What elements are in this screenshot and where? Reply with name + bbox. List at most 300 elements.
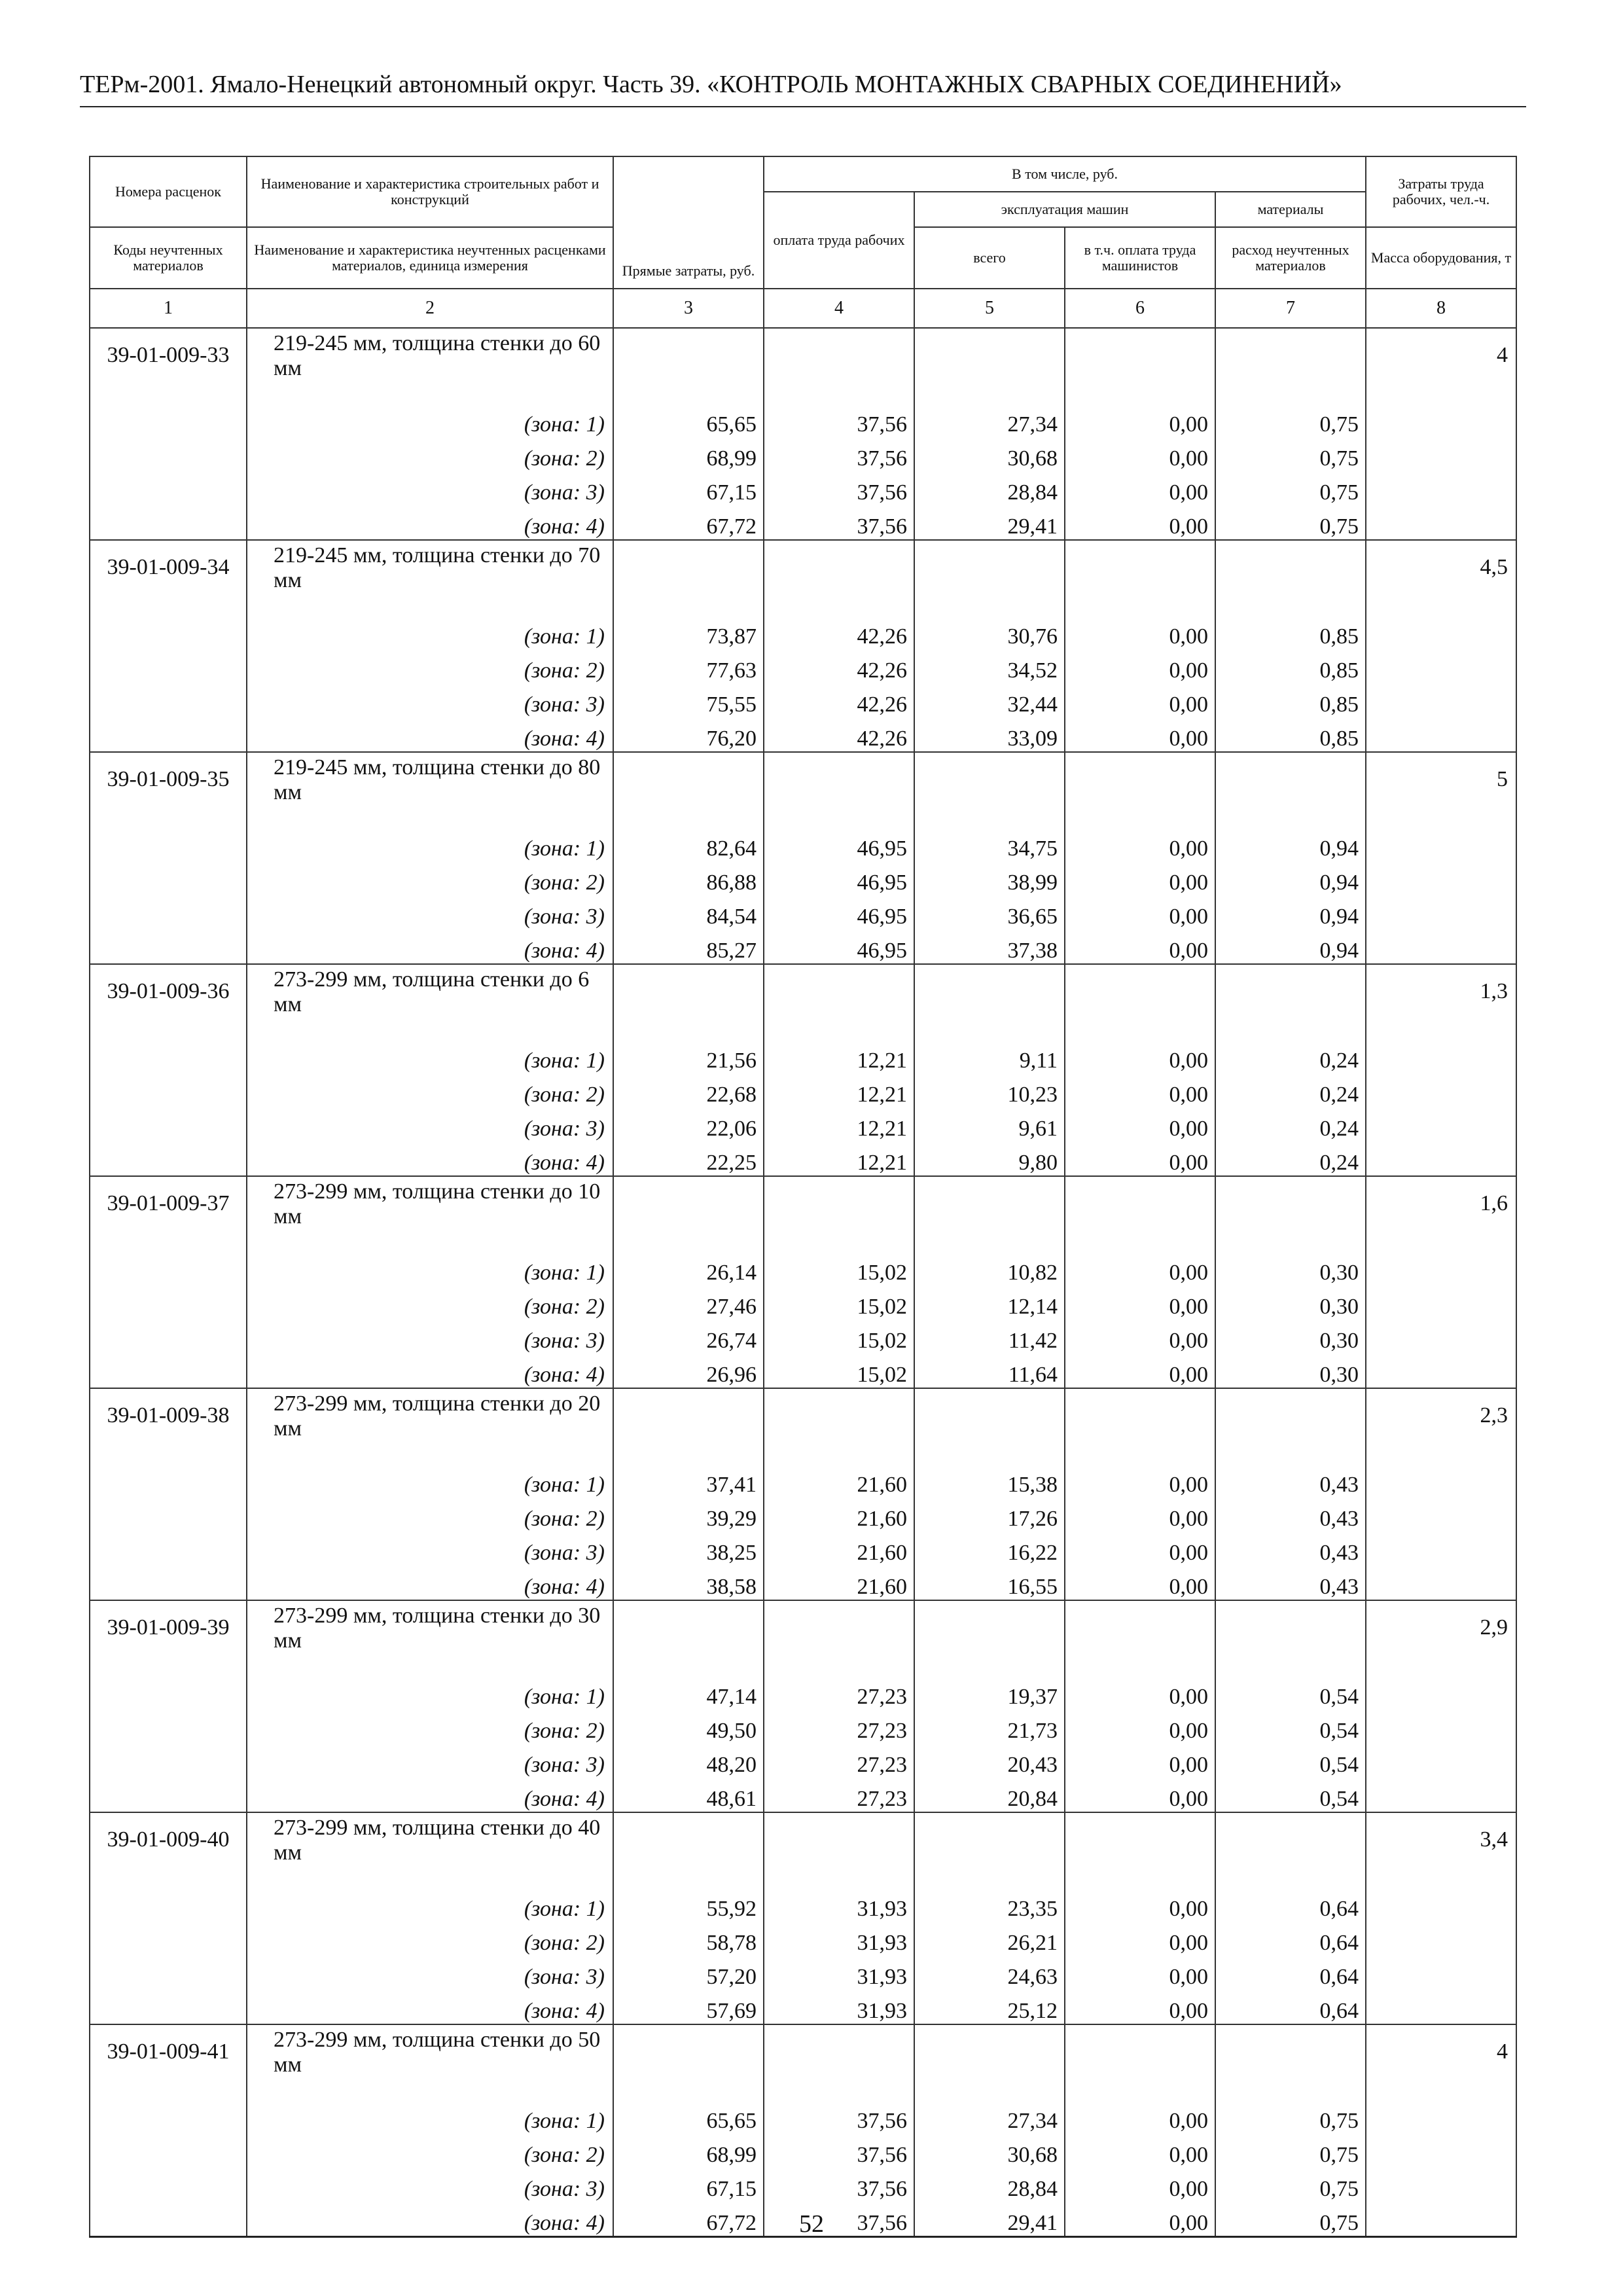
empty-cell	[1366, 1532, 1516, 1566]
zone-label: (зона: 4)	[247, 1566, 613, 1600]
empty-cell	[1366, 403, 1516, 437]
work-description: 273-299 мм, толщина стенки до 30 мм	[247, 1600, 613, 1676]
empty-cell	[1366, 1251, 1516, 1285]
zone-row	[90, 1141, 1516, 1176]
labor-pay-cell: 46,95	[764, 929, 914, 964]
direct-cost-cell: 21,56	[613, 1039, 764, 1073]
direct-cost-cell: 37,41	[613, 1463, 764, 1498]
machines-total-cell: 24,63	[914, 1956, 1065, 1990]
empty-cell	[1065, 2024, 1215, 2100]
direct-cost-cell: 49,50	[613, 1710, 764, 1744]
zone-row	[90, 1778, 1516, 1812]
empty-cell	[914, 1812, 1065, 1888]
empty-cell	[90, 1498, 247, 1532]
col-header-material-codes: Коды неучтенных материалов	[90, 227, 247, 289]
direct-cost-cell: 48,20	[613, 1744, 764, 1778]
col-header-direct: Прямые затраты, руб.	[613, 156, 764, 289]
zone-row	[90, 1354, 1516, 1388]
direct-cost-cell: 67,15	[613, 2168, 764, 2202]
machines-total-cell: 34,52	[914, 649, 1065, 683]
empty-cell	[1366, 1354, 1516, 1388]
empty-cell	[764, 1176, 914, 1251]
materials-cell: 0,75	[1215, 2202, 1366, 2237]
machines-total-cell: 16,55	[914, 1566, 1065, 1600]
zone-label: (зона: 3)	[247, 1107, 613, 1141]
zone-label: (зона: 2)	[247, 437, 613, 471]
empty-cell	[1366, 1744, 1516, 1778]
labor-pay-cell: 27,23	[764, 1676, 914, 1710]
empty-cell	[90, 2100, 247, 2134]
col-header-materials: материалы	[1215, 192, 1366, 227]
empty-cell	[1215, 2024, 1366, 2100]
empty-cell	[90, 1073, 247, 1107]
empty-cell	[90, 471, 247, 505]
materials-cell: 0,64	[1215, 1888, 1366, 1922]
machines-total-cell: 12,14	[914, 1285, 1065, 1319]
direct-cost-cell: 76,20	[613, 717, 764, 752]
zone-label: (зона: 3)	[247, 1532, 613, 1566]
empty-cell	[90, 929, 247, 964]
zone-label: (зона: 1)	[247, 2100, 613, 2134]
materials-cell: 0,30	[1215, 1354, 1366, 1388]
zone-row	[90, 1463, 1516, 1498]
col-header-machines: эксплуатация машин	[914, 192, 1215, 227]
operators-pay-cell: 0,00	[1065, 1285, 1215, 1319]
materials-cell: 0,85	[1215, 615, 1366, 649]
operators-pay-cell: 0,00	[1065, 1463, 1215, 1498]
zone-row	[90, 1532, 1516, 1566]
machines-total-cell: 30,76	[914, 615, 1065, 649]
materials-cell: 0,75	[1215, 2100, 1366, 2134]
machines-total-cell: 9,61	[914, 1107, 1065, 1141]
machines-total-cell: 21,73	[914, 1710, 1065, 1744]
materials-cell: 0,94	[1215, 895, 1366, 929]
labor-pay-cell: 21,60	[764, 1463, 914, 1498]
col-number: 5	[914, 289, 1065, 328]
machines-total-cell: 20,43	[914, 1744, 1065, 1778]
zone-row	[90, 1922, 1516, 1956]
col-number: 8	[1366, 289, 1516, 328]
direct-cost-cell: 75,55	[613, 683, 764, 717]
zone-label: (зона: 2)	[247, 1498, 613, 1532]
operators-pay-cell: 0,00	[1065, 1566, 1215, 1600]
machines-total-cell: 25,12	[914, 1990, 1065, 2024]
empty-cell	[764, 540, 914, 615]
empty-cell	[914, 1388, 1065, 1463]
materials-cell: 0,85	[1215, 649, 1366, 683]
zone-label: (зона: 1)	[247, 403, 613, 437]
col-header-equipment-mass: Масса оборудования, т	[1366, 227, 1516, 289]
empty-cell	[1366, 895, 1516, 929]
operators-pay-cell: 0,00	[1065, 437, 1215, 471]
operators-pay-cell: 0,00	[1065, 1073, 1215, 1107]
empty-cell	[1366, 2134, 1516, 2168]
equipment-mass: 1,6	[1366, 1176, 1516, 1251]
labor-pay-cell: 42,26	[764, 683, 914, 717]
direct-cost-cell: 55,92	[613, 1888, 764, 1922]
operators-pay-cell: 0,00	[1065, 1251, 1215, 1285]
zone-label: (зона: 3)	[247, 683, 613, 717]
equipment-mass: 5	[1366, 752, 1516, 827]
empty-cell	[1366, 1956, 1516, 1990]
empty-cell	[613, 964, 764, 1039]
operators-pay-cell: 0,00	[1065, 895, 1215, 929]
materials-cell: 0,54	[1215, 1744, 1366, 1778]
empty-cell	[1366, 1710, 1516, 1744]
machines-total-cell: 28,84	[914, 2168, 1065, 2202]
operators-pay-cell: 0,00	[1065, 1107, 1215, 1141]
col-header-including: В том числе, руб.	[764, 156, 1366, 192]
operators-pay-cell: 0,00	[1065, 1319, 1215, 1354]
header-divider	[80, 106, 1526, 107]
equipment-mass: 2,3	[1366, 1388, 1516, 1463]
zone-label: (зона: 2)	[247, 1922, 613, 1956]
zone-row	[90, 1251, 1516, 1285]
empty-cell	[1366, 827, 1516, 861]
zone-label: (зона: 4)	[247, 717, 613, 752]
zone-label: (зона: 1)	[247, 827, 613, 861]
machines-total-cell: 29,41	[914, 2202, 1065, 2237]
empty-cell	[1366, 615, 1516, 649]
empty-cell	[613, 328, 764, 403]
col-header-operators-pay: в т.ч. оплата труда машинистов	[1065, 227, 1215, 289]
labor-pay-cell: 12,21	[764, 1141, 914, 1176]
materials-cell: 0,64	[1215, 1990, 1366, 2024]
machines-total-cell: 11,64	[914, 1354, 1065, 1388]
empty-cell	[90, 1956, 247, 1990]
work-description: 273-299 мм, толщина стенки до 50 мм	[247, 2024, 613, 2100]
rate-header-row	[90, 540, 1516, 615]
col-number: 1	[90, 289, 247, 328]
direct-cost-cell: 27,46	[613, 1285, 764, 1319]
empty-cell	[914, 1600, 1065, 1676]
work-description: 273-299 мм, толщина стенки до 20 мм	[247, 1388, 613, 1463]
empty-cell	[90, 2168, 247, 2202]
labor-pay-cell: 27,23	[764, 1744, 914, 1778]
direct-cost-cell: 38,58	[613, 1566, 764, 1600]
materials-cell: 0,30	[1215, 1251, 1366, 1285]
labor-pay-cell: 31,93	[764, 1888, 914, 1922]
machines-total-cell: 29,41	[914, 505, 1065, 540]
work-description: 273-299 мм, толщина стенки до 40 мм	[247, 1812, 613, 1888]
rate-code: 39-01-009-38	[90, 1388, 247, 1463]
empty-cell	[1215, 1388, 1366, 1463]
operators-pay-cell: 0,00	[1065, 1676, 1215, 1710]
empty-cell	[90, 1463, 247, 1498]
zone-label: (зона: 4)	[247, 1141, 613, 1176]
empty-cell	[90, 1990, 247, 2024]
col-number: 4	[764, 289, 914, 328]
rate-code: 39-01-009-41	[90, 2024, 247, 2100]
labor-pay-cell: 42,26	[764, 649, 914, 683]
empty-cell	[90, 1039, 247, 1073]
machines-total-cell: 20,84	[914, 1778, 1065, 1812]
machines-total-cell: 30,68	[914, 437, 1065, 471]
operators-pay-cell: 0,00	[1065, 1956, 1215, 1990]
zone-label: (зона: 3)	[247, 1744, 613, 1778]
zone-row	[90, 895, 1516, 929]
direct-cost-cell: 58,78	[613, 1922, 764, 1956]
operators-pay-cell: 0,00	[1065, 2100, 1215, 2134]
empty-cell	[1366, 1039, 1516, 1073]
operators-pay-cell: 0,00	[1065, 1922, 1215, 1956]
empty-cell	[1065, 540, 1215, 615]
zone-row	[90, 2100, 1516, 2134]
machines-total-cell: 26,21	[914, 1922, 1065, 1956]
labor-pay-cell: 12,21	[764, 1073, 914, 1107]
labor-pay-cell: 15,02	[764, 1285, 914, 1319]
empty-cell	[90, 1566, 247, 1600]
materials-cell: 0,24	[1215, 1141, 1366, 1176]
zone-row	[90, 827, 1516, 861]
machines-total-cell: 11,42	[914, 1319, 1065, 1354]
machines-total-cell: 9,11	[914, 1039, 1065, 1073]
labor-pay-cell: 27,23	[764, 1778, 914, 1812]
empty-cell	[1065, 1600, 1215, 1676]
direct-cost-cell: 85,27	[613, 929, 764, 964]
empty-cell	[1366, 1498, 1516, 1532]
table-body	[90, 328, 1516, 2237]
empty-cell	[764, 2024, 914, 2100]
work-description: 219-245 мм, толщина стенки до 70 мм	[247, 540, 613, 615]
direct-cost-cell: 84,54	[613, 895, 764, 929]
materials-cell: 0,64	[1215, 1956, 1366, 1990]
direct-cost-cell: 22,06	[613, 1107, 764, 1141]
labor-pay-cell: 37,56	[764, 505, 914, 540]
empty-cell	[1215, 1176, 1366, 1251]
zone-row	[90, 1319, 1516, 1354]
labor-pay-cell: 37,56	[764, 2134, 914, 2168]
direct-cost-cell: 65,65	[613, 2100, 764, 2134]
empty-cell	[613, 540, 764, 615]
empty-cell	[1366, 2100, 1516, 2134]
empty-cell	[90, 649, 247, 683]
direct-cost-cell: 65,65	[613, 403, 764, 437]
zone-row	[90, 403, 1516, 437]
direct-cost-cell: 67,72	[613, 2202, 764, 2237]
operators-pay-cell: 0,00	[1065, 1888, 1215, 1922]
zone-row	[90, 929, 1516, 964]
machines-total-cell: 19,37	[914, 1676, 1065, 1710]
machines-total-cell: 9,80	[914, 1141, 1065, 1176]
zone-label: (зона: 3)	[247, 895, 613, 929]
empty-cell	[1366, 1073, 1516, 1107]
empty-cell	[90, 615, 247, 649]
document-header: ТЕРм-2001. Ямало-Ненецкий автономный округ. Часть 39. «КОНТРОЛЬ МОНТАЖНЫХ СВАРНЫХ СОЕДИНЕНИЙ»	[80, 71, 1342, 98]
rate-header-row	[90, 1812, 1516, 1888]
materials-cell: 0,54	[1215, 1676, 1366, 1710]
materials-cell: 0,24	[1215, 1073, 1366, 1107]
zone-label: (зона: 1)	[247, 1251, 613, 1285]
empty-cell	[613, 752, 764, 827]
labor-pay-cell: 46,95	[764, 861, 914, 895]
empty-cell	[90, 1676, 247, 1710]
machines-total-cell: 16,22	[914, 1532, 1065, 1566]
machines-total-cell: 30,68	[914, 2134, 1065, 2168]
machines-total-cell: 15,38	[914, 1463, 1065, 1498]
zone-row	[90, 2134, 1516, 2168]
labor-pay-cell: 21,60	[764, 1566, 914, 1600]
zone-row	[90, 615, 1516, 649]
operators-pay-cell: 0,00	[1065, 403, 1215, 437]
materials-cell: 0,54	[1215, 1778, 1366, 1812]
empty-cell	[90, 1710, 247, 1744]
empty-cell	[1215, 328, 1366, 403]
empty-cell	[1065, 752, 1215, 827]
materials-cell: 0,75	[1215, 2134, 1366, 2168]
empty-cell	[90, 1532, 247, 1566]
rate-code: 39-01-009-35	[90, 752, 247, 827]
empty-cell	[1366, 1888, 1516, 1922]
machines-total-cell: 27,34	[914, 2100, 1065, 2134]
col-number: 6	[1065, 289, 1215, 328]
empty-cell	[1215, 964, 1366, 1039]
empty-cell	[90, 403, 247, 437]
direct-cost-cell: 26,74	[613, 1319, 764, 1354]
operators-pay-cell: 0,00	[1065, 615, 1215, 649]
empty-cell	[90, 437, 247, 471]
zone-label: (зона: 4)	[247, 1354, 613, 1388]
empty-cell	[1366, 1107, 1516, 1141]
operators-pay-cell: 0,00	[1065, 861, 1215, 895]
zone-row	[90, 437, 1516, 471]
materials-cell: 0,24	[1215, 1039, 1366, 1073]
empty-cell	[90, 1107, 247, 1141]
empty-cell	[764, 1600, 914, 1676]
empty-cell	[1366, 1922, 1516, 1956]
equipment-mass: 1,3	[1366, 964, 1516, 1039]
work-description: 273-299 мм, толщина стенки до 6 мм	[247, 964, 613, 1039]
empty-cell	[90, 1922, 247, 1956]
operators-pay-cell: 0,00	[1065, 1778, 1215, 1812]
rate-code: 39-01-009-36	[90, 964, 247, 1039]
equipment-mass: 4,5	[1366, 540, 1516, 615]
empty-cell	[613, 1600, 764, 1676]
page-number: 52	[799, 2210, 824, 2238]
direct-cost-cell: 77,63	[613, 649, 764, 683]
rate-code: 39-01-009-40	[90, 1812, 247, 1888]
labor-pay-cell: 31,93	[764, 1990, 914, 2024]
operators-pay-cell: 0,00	[1065, 683, 1215, 717]
empty-cell	[914, 1176, 1065, 1251]
col-number: 7	[1215, 289, 1366, 328]
labor-pay-cell: 15,02	[764, 1354, 914, 1388]
materials-cell: 0,75	[1215, 2168, 1366, 2202]
machines-total-cell: 23,35	[914, 1888, 1065, 1922]
zone-row	[90, 1285, 1516, 1319]
labor-pay-cell: 37,56	[764, 2100, 914, 2134]
empty-cell	[1065, 328, 1215, 403]
empty-cell	[914, 540, 1065, 615]
labor-pay-cell: 42,26	[764, 717, 914, 752]
rate-code: 39-01-009-34	[90, 540, 247, 615]
materials-cell: 0,43	[1215, 1498, 1366, 1532]
empty-cell	[90, 505, 247, 540]
empty-cell	[90, 2134, 247, 2168]
zone-label: (зона: 4)	[247, 1990, 613, 2024]
zone-row	[90, 1744, 1516, 1778]
empty-cell	[1366, 861, 1516, 895]
empty-cell	[613, 1176, 764, 1251]
empty-cell	[764, 752, 914, 827]
col-header-material-names: Наименование и характеристика неучтенных расценками материалов, единица измерения	[247, 227, 613, 289]
materials-cell: 0,94	[1215, 827, 1366, 861]
rate-code: 39-01-009-37	[90, 1176, 247, 1251]
direct-cost-cell: 57,69	[613, 1990, 764, 2024]
empty-cell	[90, 1251, 247, 1285]
zone-row	[90, 683, 1516, 717]
empty-cell	[90, 717, 247, 752]
empty-cell	[1065, 1812, 1215, 1888]
empty-cell	[1366, 1319, 1516, 1354]
labor-pay-cell: 42,26	[764, 615, 914, 649]
empty-cell	[1366, 683, 1516, 717]
col-header-name: Наименование и характеристика строительных работ и конструкций	[247, 156, 613, 227]
empty-cell	[914, 964, 1065, 1039]
direct-cost-cell: 67,72	[613, 505, 764, 540]
operators-pay-cell: 0,00	[1065, 929, 1215, 964]
machines-total-cell: 38,99	[914, 861, 1065, 895]
zone-row	[90, 1710, 1516, 1744]
zone-label: (зона: 3)	[247, 471, 613, 505]
empty-cell	[90, 1744, 247, 1778]
labor-pay-cell: 21,60	[764, 1498, 914, 1532]
zone-row	[90, 471, 1516, 505]
empty-cell	[764, 328, 914, 403]
direct-cost-cell: 22,68	[613, 1073, 764, 1107]
zone-label: (зона: 2)	[247, 2134, 613, 2168]
machines-total-cell: 37,38	[914, 929, 1065, 964]
empty-cell	[1065, 1388, 1215, 1463]
materials-cell: 0,30	[1215, 1285, 1366, 1319]
col-header-labor-hours: Затраты труда рабочих, чел.-ч.	[1366, 156, 1516, 227]
materials-cell: 0,75	[1215, 471, 1366, 505]
zone-row	[90, 649, 1516, 683]
zone-label: (зона: 3)	[247, 1956, 613, 1990]
operators-pay-cell: 0,00	[1065, 505, 1215, 540]
rate-header-row	[90, 1388, 1516, 1463]
empty-cell	[1215, 1600, 1366, 1676]
direct-cost-cell: 26,96	[613, 1354, 764, 1388]
direct-cost-cell: 68,99	[613, 2134, 764, 2168]
empty-cell	[764, 1812, 914, 1888]
empty-cell	[1366, 1566, 1516, 1600]
machines-total-cell: 33,09	[914, 717, 1065, 752]
zone-row	[90, 1073, 1516, 1107]
empty-cell	[1366, 1676, 1516, 1710]
equipment-mass: 4	[1366, 2024, 1516, 2100]
materials-cell: 0,94	[1215, 861, 1366, 895]
zone-row	[90, 2168, 1516, 2202]
empty-cell	[1366, 437, 1516, 471]
empty-cell	[1366, 1463, 1516, 1498]
col-number: 3	[613, 289, 764, 328]
empty-cell	[1366, 1285, 1516, 1319]
empty-cell	[1215, 540, 1366, 615]
empty-cell	[90, 1141, 247, 1176]
labor-pay-cell: 37,56	[764, 471, 914, 505]
empty-cell	[1366, 1141, 1516, 1176]
empty-cell	[90, 683, 247, 717]
zone-row	[90, 505, 1516, 540]
labor-pay-cell: 15,02	[764, 1319, 914, 1354]
zone-row	[90, 1566, 1516, 1600]
empty-cell	[1065, 1176, 1215, 1251]
empty-cell	[1366, 1778, 1516, 1812]
empty-cell	[90, 861, 247, 895]
empty-cell	[90, 1888, 247, 1922]
equipment-mass: 4	[1366, 328, 1516, 403]
